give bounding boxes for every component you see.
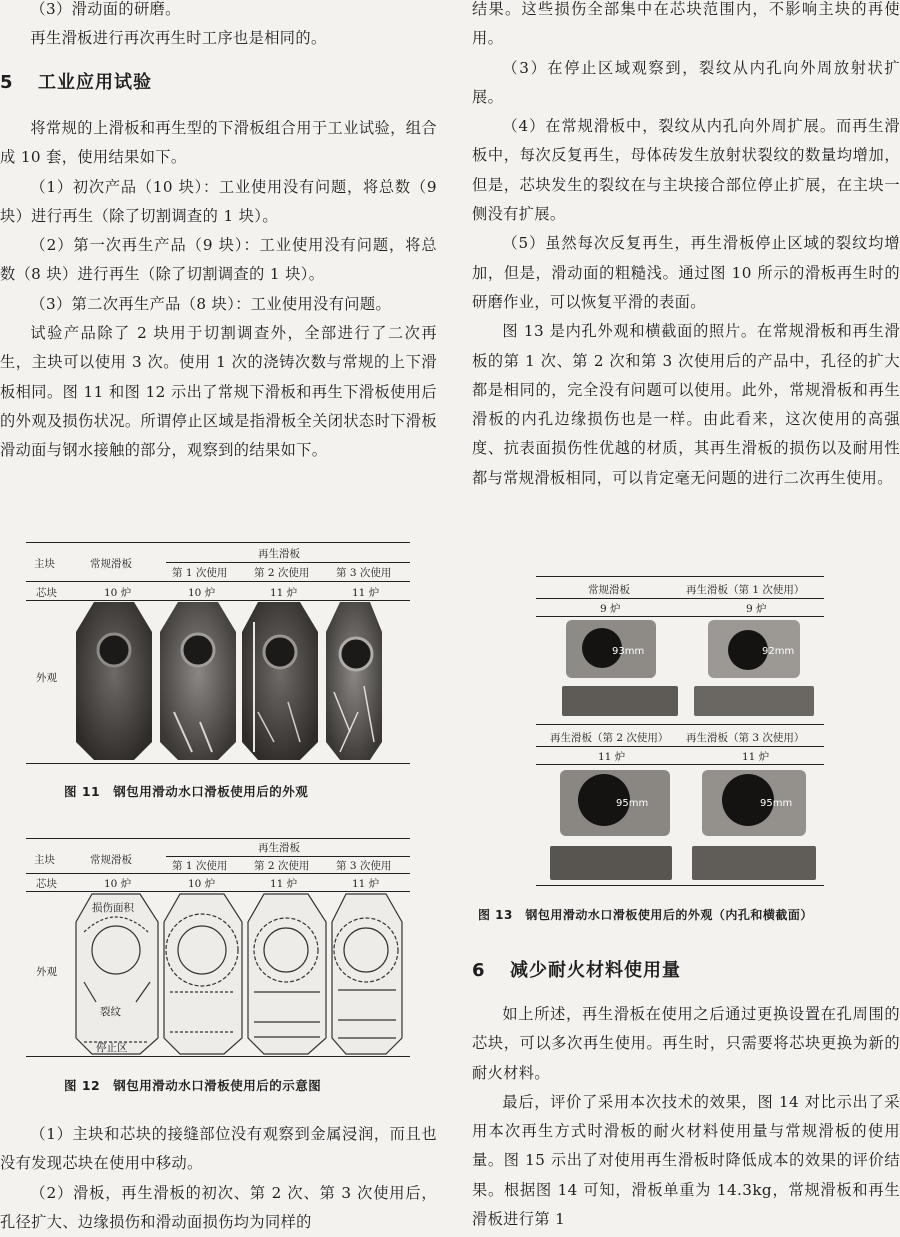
plate-photo-conventional [76, 602, 152, 760]
schematic-use-1 [164, 894, 242, 1054]
figure-13-caption: 图 13 钢包用滑动水口滑板使用后的外观（内孔和横截面） [478, 908, 813, 922]
schematic-use-3 [332, 894, 402, 1054]
plate-photo-use-2 [242, 602, 318, 760]
table-cell-core: 10 炉 [104, 878, 132, 890]
label-stop-zone: 停止区 [96, 1042, 128, 1054]
schematic-use-2 [248, 894, 326, 1054]
plate-photo-use-1 [160, 602, 236, 760]
paragraph: （2）滑板，再生滑板的初次、第 2 次、第 3 次使用后，孔径扩大、边缘损伤和滑动面损伤均为同样的 [0, 1183, 437, 1231]
table-label-core-block: 芯块 [36, 587, 57, 599]
fig13-header-use-3: 再生滑板（第 3 次使用） [686, 732, 805, 744]
paragraph: （3）在停止区域观察到，裂纹从内孔向外周放射状扩展。 [472, 58, 900, 106]
cross-section-conventional [562, 686, 678, 716]
paragraph: （1）初次产品（10 块）：工业使用没有问题，将总数（9 块）进行再生（除了切割调查的 1 块）。 [0, 177, 437, 225]
table-header-use-3: 第 3 次使用 [336, 860, 392, 872]
table-label-appearance: 外观 [36, 672, 57, 684]
table-header-use-1: 第 1 次使用 [172, 860, 228, 872]
paragraph: （5）虽然每次反复再生，再生滑板停止区域的裂纹均增加，但是，滑动面的粗糙浅。通过图 10 所示的滑板再生时的研磨作业，可以恢复平滑的表面。 [472, 234, 900, 311]
cross-section-use-1 [694, 686, 814, 716]
paragraph: （3）滑动面的研磨。 [30, 0, 181, 18]
table-cell-core: 11 炉 [352, 878, 380, 890]
plate-schematics [74, 892, 404, 1056]
table-header-use-3: 第 3 次使用 [336, 567, 392, 579]
paragraph: （1）主块和芯块的接缝部位没有观察到金属浸润，而且也没有发现芯块在使用中移动。 [0, 1125, 437, 1173]
measurement-label: 95mm [760, 798, 793, 809]
fig13-furnace: 11 炉 [742, 751, 770, 763]
section-number: 6 [472, 960, 486, 981]
paragraph: （3）第二次再生产品（8 块）：工业使用没有问题。 [30, 294, 392, 313]
cross-section-use-3 [692, 846, 816, 880]
measurement-label: 92mm [762, 646, 795, 657]
figure-12-caption: 图 12 钢包用滑动水口滑板使用后的示意图 [64, 1078, 322, 1093]
table-header-main-block: 主块 [34, 854, 55, 866]
fig13-furnace: 11 炉 [598, 751, 626, 763]
label-crack: 裂纹 [100, 1006, 121, 1018]
table-cell-core: 10 炉 [188, 587, 216, 599]
table-label-core-block: 芯块 [36, 878, 57, 890]
section-number: 5 [0, 72, 14, 93]
section-title: 工业应用试验 [38, 72, 152, 93]
fig13-header-use-2: 再生滑板（第 2 次使用） [550, 732, 669, 744]
table-header-conventional: 常规滑板 [90, 854, 132, 866]
section-title: 减少耐火材料使用量 [510, 960, 681, 981]
paragraph: 图 13 是内孔外观和横截面的照片。在常规滑板和再生滑板的第 1 次、第 2 次和第 3 次使用后的产品中，孔径的扩大都是相同的，完全没有问题可以使用。此外，常规滑板和再生滑板的内孔边缘损伤也是一样。由此看来，这次使用的高强度、抗表面损伤性优越的材质，其再生滑板的损伤以及耐用性都与常规滑板相同，可以肯定毫无问题的进行二次再生使用。 [472, 322, 900, 487]
schematic-conventional [76, 894, 158, 1054]
table-header-main-block: 主块 [34, 558, 55, 570]
fig13-header-use-1: 再生滑板（第 1 次使用） [686, 584, 805, 596]
paragraph: 结果。这些损伤全部集中在芯块范围内，不影响主块的再使用。 [472, 0, 900, 48]
table-cell-core: 11 炉 [352, 587, 380, 599]
table-cell-core: 10 炉 [188, 878, 216, 890]
table-header-recycled: 再生滑板 [258, 842, 300, 854]
paragraph: （2）第一次再生产品（9 块）：工业使用没有问题，将总数（8 块）进行再生（除了切割调查的 1 块）。 [0, 236, 437, 284]
fig13-header-conventional: 常规滑板 [588, 584, 630, 596]
section-heading-6 [472, 956, 681, 982]
table-header-use-2: 第 2 次使用 [254, 860, 310, 872]
plate-photos [74, 602, 384, 762]
figure-12 [26, 836, 412, 1058]
paragraph: 试验产品除了 2 块用于切割调查外，全部进行了二次再生，主块可以使用 3 次。使用 1 次的浇铸次数与常规的上下滑板相同。图 11 和图 12 示出了常规下滑板和再生下滑板使用后的外观及损伤状况。所谓停止区域是指滑板全关闭状态时下滑板滑动面与钢水接触的部分，观察到的结果如下。 [0, 324, 437, 460]
table-cell-core: 10 炉 [104, 587, 132, 599]
table-header-use-1: 第 1 次使用 [172, 567, 228, 579]
table-header-recycled: 再生滑板 [258, 548, 300, 560]
label-damage-area: 损伤面积 [92, 902, 134, 914]
fig13-furnace: 9 炉 [746, 603, 767, 615]
cross-section-use-2 [550, 846, 672, 880]
paragraph: 如上所述，再生滑板在使用之后通过更换设置在孔周围的芯块，可以多次再生使用。再生时，只需要将芯块更换为新的耐火材料。 [472, 1005, 900, 1082]
table-header-use-2: 第 2 次使用 [254, 567, 310, 579]
table-cell-core: 11 炉 [270, 878, 298, 890]
table-header-conventional: 常规滑板 [90, 558, 132, 570]
figure-11-caption: 图 11 钢包用滑动水口滑板使用后的外观 [64, 784, 309, 799]
plate-photo-use-3 [326, 602, 382, 760]
fig13-furnace: 9 炉 [600, 603, 621, 615]
paragraph: （4）在常规滑板中，裂纹从内孔向外周扩展。而再生滑板中，每次反复再生，母体砖发生放射状裂纹的数量均增加，但是，芯块发生的裂纹在与主块接合部位停止扩展，在主块一侧没有扩展。 [472, 117, 900, 224]
table-label-appearance: 外观 [36, 966, 57, 978]
measurement-label: 95mm [616, 798, 649, 809]
paragraph: 将常规的上滑板和再生型的下滑板组合用于工业试验，组合成 10 套，使用结果如下。 [0, 119, 437, 167]
figure-11 [26, 540, 412, 766]
paragraph: 再生滑板进行再次再生时工序也是相同的。 [30, 29, 327, 48]
figure-13 [536, 576, 826, 888]
table-cell-core: 11 炉 [270, 587, 298, 599]
measurement-label: 93mm [612, 646, 645, 657]
paragraph: 最后，评价了采用本次技术的效果，图 14 对比示出了采用本次再生方式时滑板的耐火材料使用量与常规滑板的使用量。图 15 示出了对使用再生滑板时降低成本的效果的评价结果。根据图 14 可知，滑板单重为 14.3kg，常规滑板和再生滑板进行第 1 [472, 1092, 900, 1229]
section-heading-5 [0, 68, 152, 94]
